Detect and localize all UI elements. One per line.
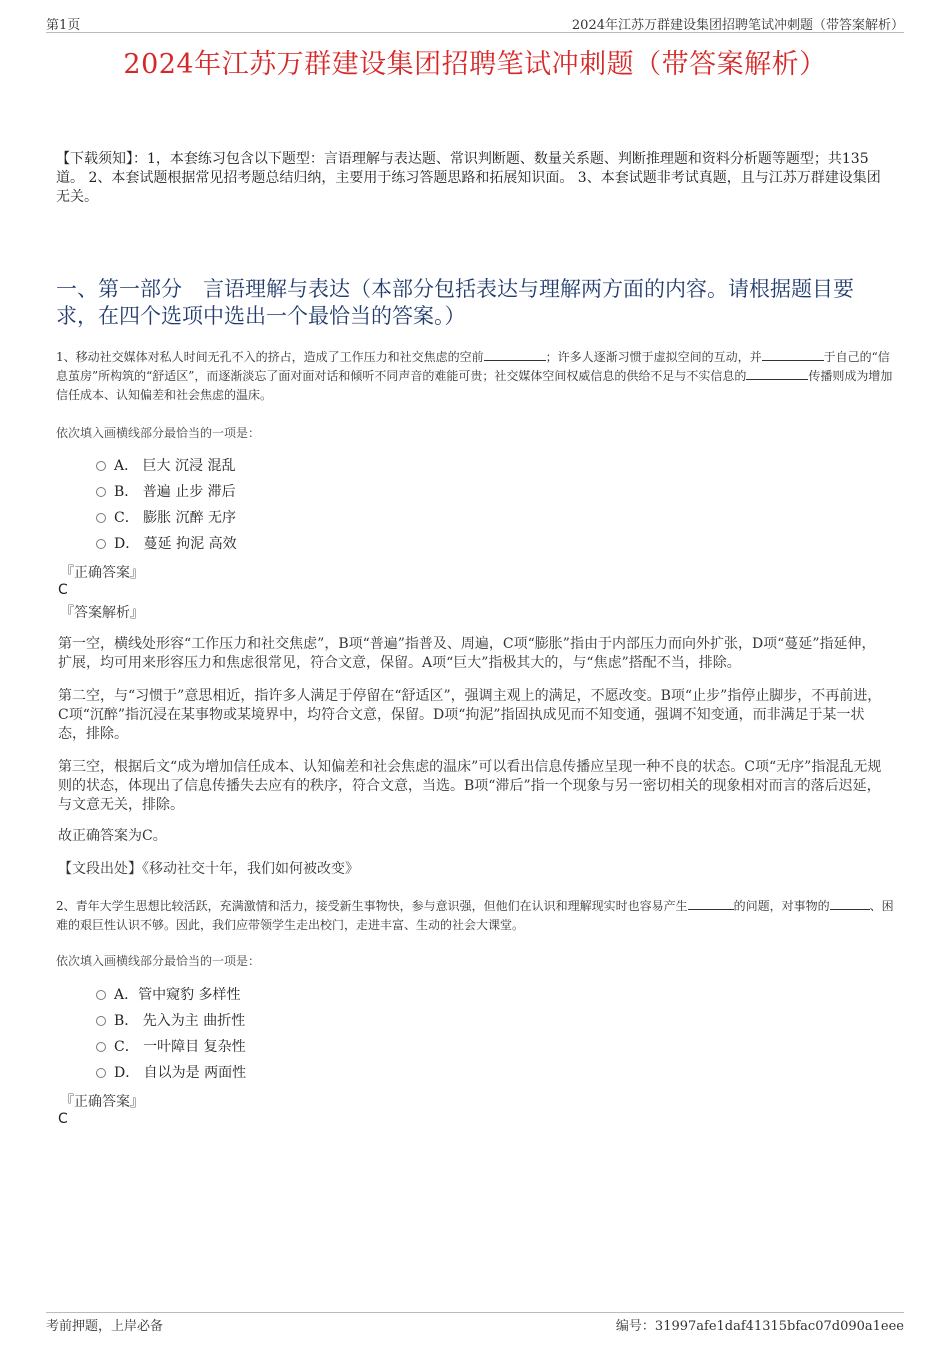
q2-option-b[interactable]: B． 先入为主 曲折性 bbox=[96, 1011, 245, 1031]
analysis-paragraph: 第一空，横线处形容“工作压力和社交焦虑”，B项“普遍”指普及、周遍，C项“膨胀”指由于内部压力而向外扩张，D项“蔓延”指延伸，扩展，均可用来形容压力和焦虑很常见，符合文意，保留。A项“巨大”指极其大的，与“焦虑”搭配不当，排除。 bbox=[58, 636, 876, 671]
footer-doc-id: 编号：31997afe1daf41315bfac07d090a1eee bbox=[615, 1319, 904, 1334]
page-header bbox=[46, 14, 904, 32]
download-notice: 【下载须知】：1，本套练习包含以下题型：言语理解与表达题、常识判断题、数量关系题、判断推理题和资料分析题等题型；共135道。 2、本套试题根据常见招考题总结归纳，主要用于练习答题思路和拓展知识面。 3、本套试题非考试真题，且与江苏万群建设集团无关。 bbox=[56, 151, 881, 205]
section-heading: 一、第一部分 言语理解与表达（本部分包括表达与理解两方面的内容。请根据题目要求，在四个选项中选出一个最恰当的答案。） bbox=[56, 277, 854, 328]
document-title: 2024年江苏万群建设集团招聘笔试冲刺题（带答案解析） bbox=[123, 49, 827, 80]
page-number: 第1页 bbox=[46, 18, 81, 33]
q2-option-a[interactable]: A．管中窥豹 多样性 bbox=[96, 985, 241, 1005]
q2-answer-label: 『正确答案』 bbox=[60, 1094, 144, 1110]
q1-option-a[interactable]: A． 巨大 沉浸 混乱 bbox=[96, 456, 235, 476]
question-1-stem: 1、移动社交媒体对私人时间无孔不入的挤占，造成了工作压力和社交焦虑的空前 ；许多人逐渐习惯于虚拟空间的互动，并 于自己的“信息茧房”所构筑的“舒适区”，而逐渐淡忘了面对面对话和倾听不同声音的难能可贵；社交媒体空间权威信息的供给不足与不实信息的 传播则成为增加信任成本、认知偏差和社会焦虑的温床。 bbox=[56, 350, 893, 402]
question-1-prompt: 依次填入画横线部分最恰当的一项是： bbox=[56, 426, 261, 440]
question-2-prompt: 依次填入画横线部分最恰当的一项是： bbox=[56, 954, 261, 968]
q1-answer: C bbox=[58, 582, 68, 598]
blank-2 bbox=[830, 897, 870, 910]
source-note: 【文段出处】《移动社交十年，我们如何被改变》 bbox=[58, 861, 359, 877]
radio-icon[interactable] bbox=[96, 990, 106, 1000]
radio-icon[interactable] bbox=[96, 461, 106, 471]
analysis-paragraph: 第三空，根据后文“成为增加信任成本、认知偏差和社会焦虑的温床”可以看出信息传播应呈现一种不良的状态。C项“无序”指混乱无规则的状态，体现出了信息传播失去应有的秩序，符合文意，当选。B项“滞后”指一个现象与另一密切相关的现象相对而言的落后迟延，与文意无关，排除。 bbox=[58, 759, 882, 813]
question-2-stem: 2、青年大学生思想比较活跃，充满激情和活力，接受新生事物快，参与意识强，但他们在认识和理解现实时也容易产生 的问题，对事物的 、困难的艰巨性认识不够。因此，我们应带领学生走出校门，走进丰富、生动的社会大课堂。 bbox=[56, 899, 894, 932]
radio-icon[interactable] bbox=[96, 539, 106, 549]
analysis-conclusion: 故正确答案为C。 bbox=[58, 828, 167, 844]
q1-answer-label: 『正确答案』 bbox=[60, 565, 144, 581]
blank-1 bbox=[688, 897, 734, 910]
q1-option-b[interactable]: B． 普遍 止步 滞后 bbox=[96, 482, 236, 502]
header-doc-title: 2024年江苏万群建设集团招聘笔试冲刺题（带答案解析） bbox=[571, 18, 904, 33]
radio-icon[interactable] bbox=[96, 1016, 106, 1026]
q2-option-d[interactable]: D． 自以为是 两面性 bbox=[96, 1063, 246, 1083]
radio-icon[interactable] bbox=[96, 487, 106, 497]
q1-option-d[interactable]: D． 蔓延 拘泥 高效 bbox=[96, 534, 237, 554]
analysis-paragraph: 第二空，与“习惯于”意思相近，指许多人满足于停留在“舒适区”，强调主观上的满足，不愿改变。B项“止步”指停止脚步，不再前进，C项“沉醉”指沉浸在某事物或某境界中，均符合文意，保留。D项“拘泥”指固执成见而不知变通，强调不知变通，而非满足于某一状态，排除。 bbox=[58, 688, 882, 742]
blank-2 bbox=[762, 348, 824, 361]
blank-3 bbox=[746, 367, 808, 380]
radio-icon[interactable] bbox=[96, 513, 106, 523]
q1-analysis-label: 『答案解析』 bbox=[60, 605, 144, 621]
q2-option-c[interactable]: C． 一叶障目 复杂性 bbox=[96, 1037, 246, 1057]
footer-divider bbox=[46, 1312, 904, 1313]
header-divider bbox=[46, 32, 904, 33]
q2-answer: C bbox=[58, 1111, 68, 1127]
q1-option-c[interactable]: C． 膨胀 沉醉 无序 bbox=[96, 508, 236, 528]
blank-1 bbox=[484, 348, 546, 361]
radio-icon[interactable] bbox=[96, 1042, 106, 1052]
radio-icon[interactable] bbox=[96, 1068, 106, 1078]
footer-slogan: 考前押题，上岸必备 bbox=[46, 1319, 164, 1334]
